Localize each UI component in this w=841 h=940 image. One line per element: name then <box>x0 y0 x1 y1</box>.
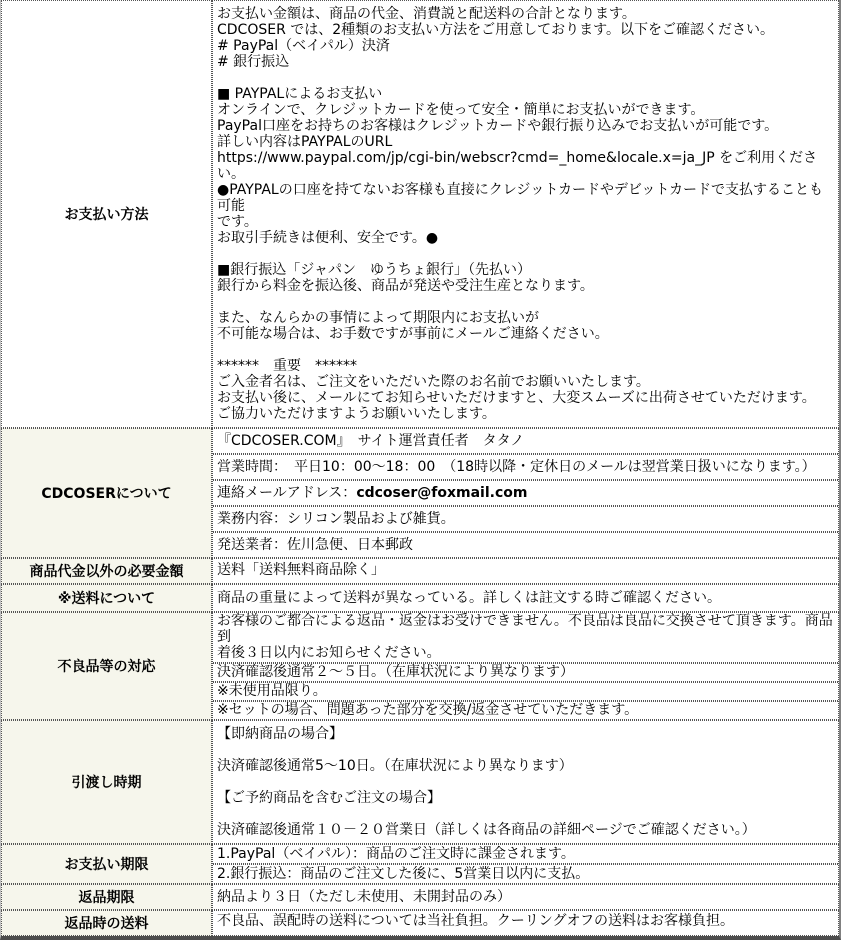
row-header-return-shipping-cost: 返品時の送料 <box>1 910 212 936</box>
row-defective-items <box>1 612 839 720</box>
text-line: オンラインで、クレジットカードを使って安全・簡単にお支払いができます。 <box>217 102 705 118</box>
paypal-url-line: https://www.paypal.com/jp/cgi-bin/webscr?cmd=_home&locale.x=ja_JP をご利用ください。 <box>217 150 818 182</box>
payment-method-content <box>212 0 839 428</box>
preorder-heading: 【ご予約商品を含むご注文の場合】 <box>217 790 441 806</box>
row-payment-deadline <box>1 844 839 884</box>
row-extra-charges <box>1 558 839 584</box>
text-line: 決済確認後通常１０－２０営業日（詳しくは各商品の詳細ページでご確認ください。） <box>217 822 756 838</box>
unused-only-subrow <box>213 682 838 701</box>
delivery-time-content <box>212 720 839 844</box>
blank-line <box>217 774 834 790</box>
text-line: 不可能な場合は、お手数ですが事前にメールご連絡ください。 <box>217 326 609 342</box>
row-header-payment-method: お支払い方法 <box>1 0 212 428</box>
text-line: お取引手続きは便利、安全です。● <box>217 230 439 246</box>
paypal-section-heading: ■ PAYPALによるお支払い <box>217 86 383 102</box>
site-operator-line: 『CDCOSER.COM』 サイト運営責任者 タタノ <box>213 429 838 454</box>
text-line: 詳しい内容はPAYPALのURL <box>217 134 393 150</box>
row-about-cdcoser <box>1 428 839 558</box>
row-delivery-time <box>1 720 839 844</box>
bank-deadline-subrow <box>213 864 838 883</box>
row-header-return-deadline: 返品期限 <box>1 884 212 910</box>
row-return-deadline <box>1 884 839 910</box>
text-line: ご協力いただけますようお願いいたします。 <box>217 406 496 422</box>
text-line: ●PAYPALの口座を持てないお客様も直接にクレジットカードやデビットカードで支払することも可能 <box>217 182 823 214</box>
blank-line <box>217 70 834 86</box>
row-header-about-cdcoser: CDCOSERについて <box>1 428 212 558</box>
text-line: です。 <box>217 214 258 230</box>
text-line: ※セットの場合、問題あった部分を交換/返金させていただきます。 <box>217 702 639 718</box>
shipping-carrier-line: 発送業者：佐川急便、日本郵政 <box>213 532 838 557</box>
text-line: また、なんらかの事情によって期限内にお支払いが <box>217 310 539 326</box>
row-header-defective-items: 不良品等の対応 <box>1 612 212 720</box>
set-exchange-subrow <box>213 701 838 719</box>
text-line: 決済確認後通常5～10日。（在庫状況により異なります） <box>217 758 573 774</box>
text-line: # 銀行振込 <box>217 54 290 70</box>
blank-line <box>217 806 834 822</box>
return-shipping-cost-content <box>212 910 839 936</box>
text-line: # PayPal（ベイパル）決済 <box>217 38 390 54</box>
blank-line <box>217 342 834 358</box>
text-line: 不良品、誤配時の送料については当社負担。クーリングオフの送料はお客様負担。 <box>217 913 735 929</box>
defective-items-content <box>212 612 839 720</box>
bank-transfer-heading: ■銀行振込「ジャパン ゆうちょ銀行」（先払い） <box>217 262 531 278</box>
text-line: 着後３日以内にお知らせください。 <box>217 645 441 661</box>
row-header-delivery-time: 引渡し時期 <box>1 720 212 844</box>
text-line: お客様のご都合による返品・返金はお受けできません。不良品は良品に交換させて頂きます。商品到 <box>217 613 833 645</box>
about-cdcoser-content <box>212 428 839 558</box>
row-header-extra-charges: 商品代金以外の必要金額 <box>1 558 212 584</box>
blank-line <box>217 246 834 262</box>
row-header-payment-deadline: お支払い期限 <box>1 844 212 884</box>
row-about-shipping-fee <box>1 584 839 612</box>
important-notice-heading: ****** 重要 ****** <box>217 358 357 374</box>
paypal-deadline-subrow <box>213 845 838 864</box>
text-line: お支払い金額は、商品の代金、消費説と配送料の合計となります。 <box>217 6 636 22</box>
contact-email-label: 連絡メールアドレス： <box>217 485 357 501</box>
contact-email: cdcoser@foxmail.com <box>356 485 528 501</box>
text-line: CDCOSER では、2種類のお支払い方法をご用意しております。以下をご確認ください。 <box>217 22 775 38</box>
extra-charges-content <box>212 558 839 584</box>
return-deadline-content <box>212 884 839 910</box>
contact-email-line <box>213 480 838 506</box>
text-line: 決済確認後通常２～５日。（在庫状況により異なります） <box>217 664 574 680</box>
about-shipping-fee-content <box>212 584 839 612</box>
text-line: 銀行から料金を振込後、商品が発送や受注生産となります。 <box>217 278 594 294</box>
blank-line <box>217 742 834 758</box>
text-line: PayPal口座をお持ちのお客様はクレジットカードや銀行振り込みでお支払いが可能です。 <box>217 118 779 134</box>
business-hours-line: 営業時間： 平日10：00～18：00 （18時以降・定休日のメールは翌営業日扱いになります。） <box>213 454 838 480</box>
business-content-line: 業務内容：シリコン製品および雑貨。 <box>213 506 838 532</box>
text-line: 商品の重量によって送料が異なっている。詳しくは註文する時ご確認ください。 <box>217 590 721 606</box>
row-payment-method <box>1 0 839 428</box>
text-line: 2.銀行振込：商品のご注文した後に、5営業日以内に支払。 <box>217 866 590 882</box>
in-stock-heading: 【即納商品の場合】 <box>217 726 343 742</box>
row-header-about-shipping-fee: ※送料について <box>1 584 212 612</box>
blank-line <box>217 294 834 310</box>
payment-deadline-content <box>212 844 839 884</box>
exchange-time-subrow <box>213 663 838 682</box>
text-line: お支払い後に、メールにてお知らせいただけますと、大変スムーズに出荷させていただけます。 <box>217 390 816 406</box>
row-return-shipping-cost <box>1 910 839 936</box>
text-line: 1.PayPal（ベイパル）：商品のご注文時に課金されます。 <box>217 846 575 862</box>
text-line: 送料「送料無料商品除く」 <box>217 562 385 578</box>
text-line: ※未使用品限り。 <box>217 683 327 699</box>
text-line: 納品より３日（ただし未使用、未開封品のみ） <box>217 889 511 905</box>
return-policy-subrow <box>213 613 838 663</box>
text-line: ご入金者名は、ご注文をいただいた際のお名前でお願いいたします。 <box>217 374 650 390</box>
